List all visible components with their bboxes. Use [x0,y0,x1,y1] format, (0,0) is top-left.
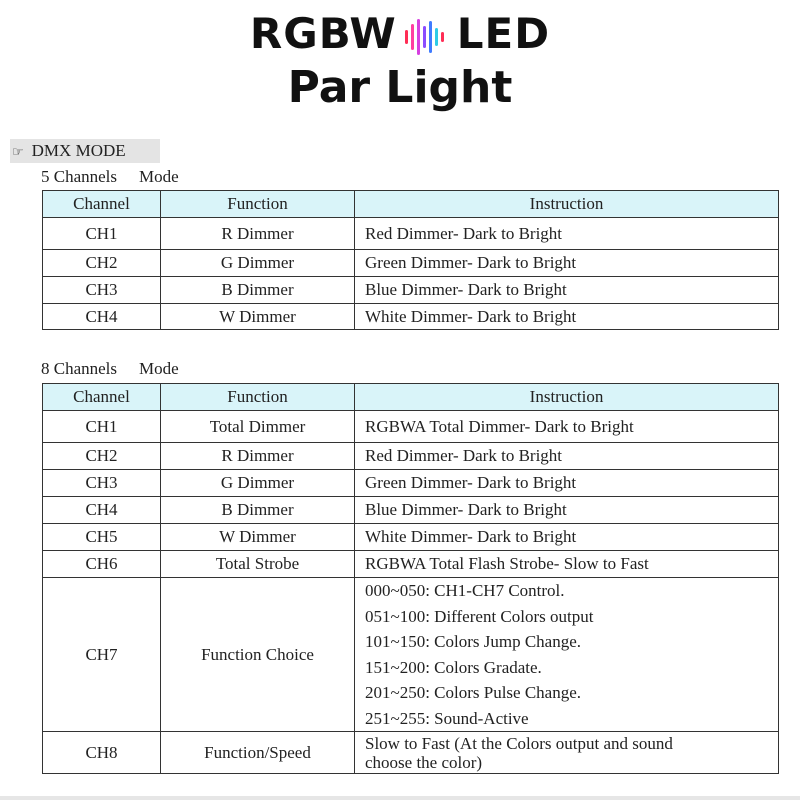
function-cell: Function/Speed [161,732,355,774]
ch7-range-line: 151~200: Colors Gradate. [365,657,542,677]
wave-bar [417,19,420,55]
channel-cell: CH7 [43,578,161,732]
page-title-line1 [0,6,800,62]
table-header-row [43,191,779,218]
table-row [43,497,779,524]
table-row [43,551,779,578]
function-cell: R Dimmer [161,443,355,470]
table-row [43,277,779,304]
ch7-range-line: 000~050: CH1-CH7 Control. [365,581,565,600]
title-rgbw: RGBW [249,9,397,58]
channel-cell: CH3 [43,470,161,497]
wave-bar [429,21,432,53]
table-5-channels [42,190,779,330]
table-header-row [43,384,779,411]
instruction-cell: Green Dimmer- Dark to Bright [355,250,779,277]
instruction-cell: Red Dimmer- Dark to Bright [355,218,779,250]
function-cell: Total Dimmer [161,411,355,443]
table5-caption: 5 Channels Mode [41,167,179,186]
channel-cell: CH8 [43,732,161,774]
instruction-cell: White Dimmer- Dark to Bright [355,304,779,330]
header-function: Function [161,191,355,218]
wave-bar [435,28,438,46]
wave-bar [423,26,426,48]
function-cell: B Dimmer [161,277,355,304]
function-cell: W Dimmer [161,524,355,551]
ch8-instruction-line: choose the color) [365,752,483,772]
channel-cell: CH1 [43,411,161,443]
ch7-range-line: 051~100: Different Colors output [365,606,594,626]
table8-caption: 8 Channels Mode [41,359,179,378]
instruction-cell: Blue Dimmer- Dark to Bright [355,277,779,304]
table-row [43,218,779,250]
function-cell: G Dimmer [161,470,355,497]
channel-cell: CH6 [43,551,161,578]
table-row [43,411,779,443]
function-cell: R Dimmer [161,218,355,250]
instruction-cell-ch7 [355,578,779,732]
instruction-cell: RGBWA Total Flash Strobe- Slow to Fast [355,551,779,578]
channel-cell: CH4 [43,497,161,524]
table-row [43,443,779,470]
wave-bar [411,24,414,50]
ch7-range-line: 101~150: Colors Jump Change. [365,632,582,651]
table-row [43,470,779,497]
channel-cell: CH5 [43,524,161,551]
bottom-divider [0,796,800,800]
table-row-ch8 [43,732,779,774]
table-row-ch7 [43,578,779,732]
channel-cell: CH2 [43,250,161,277]
header-channel: Channel [43,384,161,411]
wave-bar [405,30,408,44]
channel-cell: CH2 [43,443,161,470]
function-cell: B Dimmer [161,497,355,524]
wave-bar [441,32,444,42]
page-title-line2: Par Light [287,62,513,113]
pointing-hand-icon: ☞ [12,145,24,160]
instruction-cell: RGBWA Total Dimmer- Dark to Bright [355,411,779,443]
table-row [43,304,779,330]
channel-cell: CH1 [43,218,161,250]
ch7-range-line: 251~255: Sound-Active [365,708,529,728]
instruction-cell: Green Dimmer- Dark to Bright [355,470,779,497]
ch8-instruction-line: Slow to Fast (At the Colors output and sound [365,733,673,753]
ch7-range-line: 201~250: Colors Pulse Change. [365,683,582,702]
instruction-cell: White Dimmer- Dark to Bright [355,524,779,551]
function-cell: Total Strobe [161,551,355,578]
channel-cell: CH4 [43,304,161,330]
instruction-cell-ch8 [355,732,779,774]
channel-cell: CH3 [43,277,161,304]
function-cell: G Dimmer [161,250,355,277]
sound-wave-icon [403,17,447,57]
table-8-channels [42,383,779,774]
function-cell: W Dimmer [161,304,355,330]
table-row [43,250,779,277]
table-row [43,524,779,551]
function-cell: Function Choice [161,578,355,732]
instruction-cell: Red Dimmer- Dark to Bright [355,443,779,470]
header-function: Function [161,384,355,411]
title-led: LED [456,9,551,58]
instruction-cell: Blue Dimmer- Dark to Bright [355,497,779,524]
header-channel: Channel [43,191,161,218]
header-instruction: Instruction [355,384,779,411]
dmx-mode-label: DMX MODE [31,141,126,160]
header-instruction: Instruction [355,191,779,218]
dmx-mode-header [10,139,160,163]
